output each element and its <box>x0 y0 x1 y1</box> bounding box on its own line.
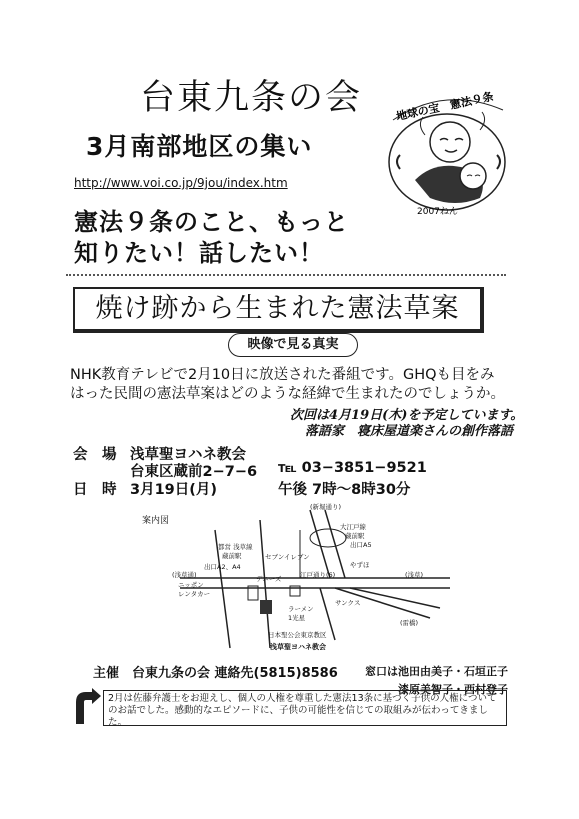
map-label-sunkus: サンクス <box>335 599 361 607</box>
map-label-shinbashi: (新堀通り) <box>310 503 342 511</box>
map-label-dennys: デニーズ <box>256 575 282 583</box>
lead-line-2: 知りたい！話したい！ <box>74 239 324 267</box>
arrow-icon <box>72 688 102 726</box>
map-label-asakusa-st: (浅草通) <box>172 571 197 579</box>
feature-headline: 焼け跡から生まれた憲法草案 <box>73 287 484 333</box>
contact-names-1: 窓口は池田由美子・石垣正子 <box>365 665 508 678</box>
date-label: 日 時 <box>73 482 117 498</box>
map-label-rental: レンタカー <box>178 590 211 598</box>
map-title: 案内図 <box>142 516 170 526</box>
venue-label: 会 場 <box>73 447 117 463</box>
map-label-ichiban: 1光星 <box>288 614 306 622</box>
map-label-seven: セブンイレブン <box>265 553 310 561</box>
event-date: 3月19日(月) <box>130 482 218 498</box>
feature-body-line-2: はった民間の憲法草案はどのような経緯で生まれたのでしょうか。 <box>70 386 505 402</box>
lead-line-1: 憲法９条のこと、もっと <box>74 208 349 236</box>
previous-meeting-note: 2月は佐藤弁護士をお迎えし、個人の人権を尊重した憲法13条に基づく子供の人権についてのお話でした。感動的なエピソードに、子供の可能性を信じての取組みが伝わってきました。 <box>103 690 507 726</box>
dotted-divider <box>66 274 506 276</box>
venue-name: 浅草聖ヨハネ教会 <box>130 447 246 463</box>
map-label-church: 浅草聖ヨハネ教会 <box>270 643 326 651</box>
map-label-oedo: 大江戸線 <box>340 523 366 531</box>
website-link[interactable]: http://www.voi.co.jp/9jou/index.htm <box>74 176 288 190</box>
organizer-contact: 主催 台東九条の会 連絡先(5815)8586 <box>93 666 338 681</box>
map-label-asakusa-right: (浅草) <box>405 571 424 579</box>
map-label-nippon: ニッポン <box>178 581 204 589</box>
illustration-year: 2007ねん <box>417 207 458 217</box>
globe-illustration <box>375 80 520 220</box>
map-label-exit-a2a4: 出口A2、A4 <box>204 563 241 571</box>
globe-banner-text: 地球の宝 憲法９条 <box>395 89 495 124</box>
map-label-edo: 江戸通り(6) <box>300 571 336 579</box>
event-subtitle: 3月南部地区の集い <box>86 132 313 161</box>
venue-tel: ℡ 03−3851−9521 <box>278 460 427 476</box>
map-label-ramen: ラーメン <box>288 605 314 613</box>
map-label-yazuho: やずほ <box>350 561 370 569</box>
feature-body-line-1: NHK教育テレビで2月10日に放送された番組です。GHQも目をみ <box>70 367 495 383</box>
page-title: 台東九条の会 <box>140 78 363 118</box>
map-label-kuramae2: 蔵前駅 <box>222 552 242 560</box>
next-event-line-1: 次回は4月19日(木)を予定しています。 <box>290 408 524 423</box>
access-map <box>160 500 460 650</box>
map-label-kuramae-station: 蔵前駅 <box>345 532 365 540</box>
map-label-kaminari: (雷橋) <box>400 619 419 627</box>
event-time: 午後 7時〜8時30分 <box>278 482 411 498</box>
map-label-exit-a5: 出口A5 <box>350 541 372 549</box>
map-label-church-note: 日本聖公会東京教区 <box>268 631 327 639</box>
map-label-toei-asakusa: 都営 浅草線 <box>218 543 253 551</box>
feature-pill: 映像で見る真実 <box>228 333 358 357</box>
contact-names-2: 漆原美智子・西村登子 <box>398 683 508 696</box>
venue-address: 台東区蔵前2−7−6 <box>130 464 258 480</box>
next-event-line-2: 落語家 寝床屋道楽さんの創作落語 <box>305 424 514 439</box>
